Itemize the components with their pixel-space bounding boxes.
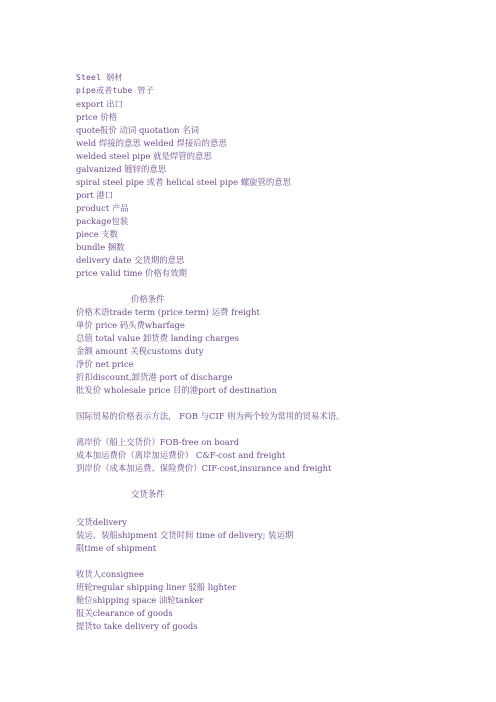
- text-line: 到岸价（成本加运费、保险费价）CIF-cost,insurance and freight: [76, 463, 332, 473]
- text-line: 离岸价（船上交货价）FOB-free on board: [76, 437, 240, 447]
- text-line: 报关clearance of goods: [76, 608, 173, 618]
- text-line: product 产品: [76, 203, 129, 213]
- section-heading-delivery-terms: 交货条件: [131, 489, 165, 499]
- text-line: 折扣discount,卸货港 port of discharge: [76, 372, 233, 382]
- text-line: welded steel pipe 就是焊管的意思: [76, 151, 212, 161]
- text-line: quote报价 动词 quotation 名词: [76, 125, 199, 135]
- text-line: 限time of shipment: [76, 543, 157, 553]
- text-line: port 港口: [76, 190, 114, 200]
- text-line: galvanized 镀锌的意思: [76, 164, 167, 174]
- text-line: 班轮regular shipping liner 驳船 lighter: [76, 582, 237, 592]
- text-line: export 出口: [76, 99, 123, 109]
- text-line: 提货to take delivery of goods: [76, 621, 198, 631]
- text-line: 总值 total value 卸货费 landing charges: [76, 333, 239, 343]
- text-line: 金额 amount 关税customs duty: [76, 346, 204, 356]
- text-line: 收货人consignee: [76, 569, 144, 579]
- text-line: 成本加运费价（离岸加运费价） C&F-cost and freight: [76, 450, 286, 460]
- text-line: piece 支数: [76, 229, 119, 239]
- text-line: weld 焊接的意思 welded 焊接后的意思: [76, 138, 227, 148]
- text-line: 舱位shipping space 油轮tanker: [76, 595, 204, 605]
- text-line: 净价 net price: [76, 359, 134, 369]
- text-line: package包装: [76, 216, 129, 226]
- text-line: 单价 price 码头费wharfage: [76, 320, 185, 330]
- text-line: 价格术语trade term (price term) 运费 freight: [76, 307, 260, 317]
- text-line: 批发价 wholesale price 目的港port of destination: [76, 385, 277, 395]
- text-line: delivery date 交货期的意思: [76, 255, 185, 265]
- text-line: spiral steel pipe 或者 helical steel pipe 螺旋管的意思: [76, 177, 291, 187]
- section-heading-price-terms: 价格条件: [131, 294, 165, 304]
- text-line: 装运、装船shipment 交货时间 time of delivery; 装运期: [76, 530, 294, 540]
- text-line: price 价格: [76, 112, 118, 122]
- text-line: Steel 钢材: [76, 73, 123, 82]
- text-line: pipe或者tube 管子: [76, 86, 154, 95]
- text-line: bundle 捆数: [76, 242, 125, 252]
- text-line: 国际贸易的价格表示方法， FOB 与CIF 则为两个较为常用的贸易术语。: [76, 411, 345, 421]
- text-line: price valid time 价格有效期: [76, 268, 187, 278]
- text-line: 交货delivery: [76, 517, 127, 527]
